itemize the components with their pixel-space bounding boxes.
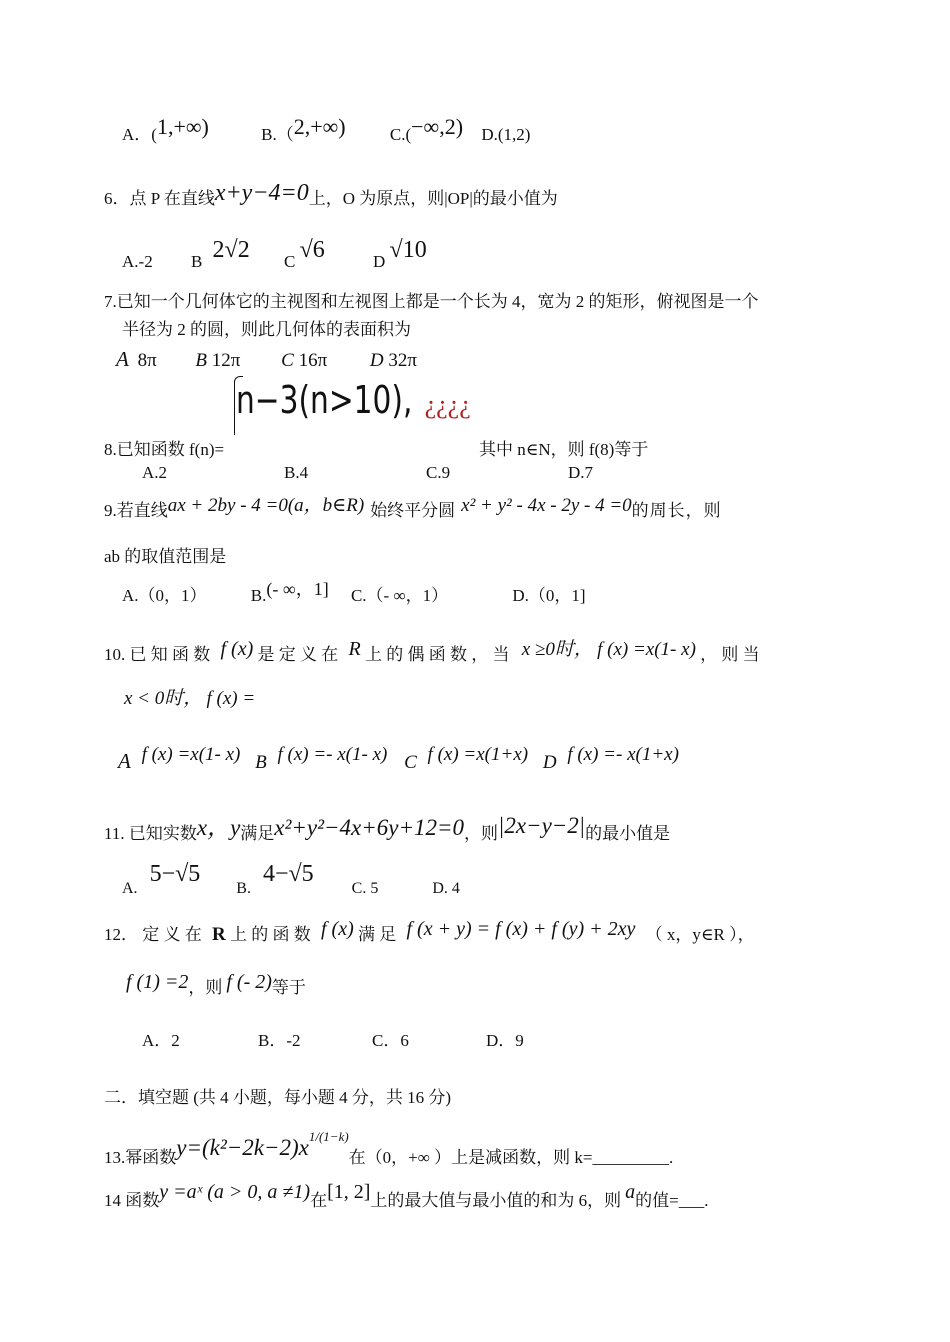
q6-b-expr: 2√2 <box>212 237 250 263</box>
q10-r: R <box>348 638 361 660</box>
q10-b-expr: f (x) =- x(1- x) <box>277 744 388 765</box>
q9-c: C.（- ∞，1） <box>350 586 449 605</box>
q14-post: 上的最大值与最小值的和为 6，则 <box>370 1191 622 1210</box>
q9-pre: 9.若直线 <box>104 501 168 520</box>
q11-eq: x²+y²−4x+6y+12=0 <box>274 815 465 840</box>
q8-garbled: ¿¿¿¿ <box>424 390 471 419</box>
q10-a-label: A <box>118 749 131 773</box>
q12-stem <box>104 918 755 947</box>
q7-a-val: 8π <box>137 350 157 371</box>
q7-line1: 7.已知一个几何体它的主视图和左视图上都是一个长为 4，宽为 2 的矩形，俯视图是一个 <box>104 292 759 311</box>
q11-mid: 满足 <box>240 824 275 843</box>
q12-t1: 上 的 函 数 <box>229 925 311 944</box>
q10-t2: 上 的 偶 函 数 ， 当 <box>364 645 510 664</box>
q7-line2: 半径为 2 的圆，则此几何体的表面积为 <box>122 320 411 339</box>
q12-eq: f (x + y) = f (x) + f (y) + 2xy <box>406 918 636 940</box>
q6-c-expr: √6 <box>299 237 325 263</box>
q14-expr: y =aˣ (a > 0, a ≠1) <box>159 1181 311 1203</box>
q5-b-expr: 2,+∞) <box>293 114 346 139</box>
q10-def: f (x) =x(1- x) <box>597 639 696 660</box>
q5-options <box>122 114 531 146</box>
q13-post: 在（0，+∞ ）上是减函数，则 k=_________. <box>348 1148 674 1167</box>
q11-post: 的最小值是 <box>585 824 671 843</box>
q7-a-label: A <box>116 347 129 371</box>
q12-cond: （ x，y∈R ）， <box>645 925 755 944</box>
q14-mid: 在 <box>310 1191 328 1210</box>
q13-expr: y=(k²−2k−2)x <box>176 1135 309 1160</box>
q12-line2-mid: ，则 <box>188 978 223 997</box>
q7-b-label: B <box>195 350 208 371</box>
q8-a: A.2 <box>142 463 168 482</box>
q9-post: 的周长，则 <box>631 501 722 520</box>
q7-d-label: D <box>369 350 384 371</box>
q9-expr1: ax + 2by - 4 =0(a，b∈R) <box>167 495 365 516</box>
q6-d-label: D <box>372 252 386 271</box>
q10-stem <box>104 638 760 667</box>
q6-b-label: B <box>190 252 203 271</box>
q10-a-expr: f (x) =x(1- x) <box>141 744 241 765</box>
q10-t3: ， 则 当 <box>700 645 760 664</box>
q10-d-expr: f (x) =- x(1+x) <box>567 744 679 765</box>
q10-c-expr: f (x) =x(1+x) <box>427 744 529 765</box>
q7-b-val: 12π <box>211 350 241 371</box>
q6-expr: x+y−4=0 <box>214 180 309 206</box>
q10-b-label: B <box>255 752 267 773</box>
q10-cond: x ≥0时， <box>521 639 593 660</box>
q5-c-label: C.( <box>389 125 412 144</box>
q6-a: A.-2 <box>122 252 153 271</box>
q6-options <box>122 236 427 271</box>
q9-d: D.（0，1] <box>512 586 586 605</box>
q14-stem <box>104 1180 709 1210</box>
q12-R: R <box>212 924 226 945</box>
q12-pre: 12． 定 义 在 <box>104 925 202 944</box>
q8-options <box>142 463 593 483</box>
q14-a: a <box>625 1181 636 1203</box>
q6-c-label: C <box>283 252 296 271</box>
q10-d-label: D <box>542 752 557 773</box>
q12-options <box>142 1031 524 1051</box>
q10-t1: 是 定 义 在 <box>257 645 339 664</box>
q12-line2-expr2: f (- 2) <box>226 971 272 993</box>
q8-c: C.9 <box>426 463 451 482</box>
q10-line2 <box>124 688 255 711</box>
q10-pre: 10. 已 知 函 数 <box>104 645 211 664</box>
q12-line2-expr: f (1) =2 <box>126 971 189 993</box>
q11-expr: |2x−y−2| <box>498 813 586 838</box>
q14-end: 的值=___. <box>635 1191 709 1210</box>
q11-mid2: ，则 <box>464 824 499 843</box>
q11-pre: 11. 已知实数 <box>104 824 197 843</box>
q9-a: A.（0，1） <box>122 586 207 605</box>
q10-line2-expr: f (x) = <box>206 688 256 709</box>
q12-d: D．9 <box>486 1031 524 1050</box>
q9-b-label: B. <box>250 586 267 605</box>
q11-a-label: A. <box>122 880 138 897</box>
q10-options <box>118 741 679 773</box>
q8-pre: 8.已知函数 f(n)= <box>104 440 225 459</box>
q13-exp: 1/(1−k) <box>308 1129 349 1144</box>
q5-a-expr: 1,+∞) <box>156 114 209 139</box>
q11-stem <box>104 813 671 846</box>
q11-vars: x，y <box>196 815 241 840</box>
q10-fx: f (x) <box>220 638 254 660</box>
q6-stem <box>104 180 558 212</box>
q7-c-label: C <box>281 350 294 371</box>
q9-b-expr: (- ∞，1] <box>266 579 329 599</box>
q8-d: D.7 <box>568 463 594 482</box>
q5-c-expr: −∞,2) <box>411 114 464 139</box>
q13-stem <box>104 1129 674 1167</box>
q10-c-label: C <box>404 752 417 773</box>
q12-t2: 满 足 <box>358 925 397 944</box>
q11-a-expr: 5−√5 <box>149 861 201 887</box>
q12-a: A．2 <box>142 1031 180 1050</box>
q12-line2-post: 等于 <box>271 978 306 997</box>
q6-pre: 6．点 P 在直线 <box>104 189 215 208</box>
q7-d-val: 32π <box>388 350 417 371</box>
q9-stem <box>104 495 722 523</box>
q13-pre: 13.幂函数 <box>104 1148 177 1167</box>
q14-interval: [1, 2] <box>327 1181 371 1203</box>
q9-expr2: x² + y² - 4x - 2y - 4 =0 <box>461 495 632 516</box>
q6-d-expr: √10 <box>389 237 427 263</box>
q12-b: B．-2 <box>258 1031 301 1050</box>
q11-b-label: B. <box>236 880 251 897</box>
q11-options <box>122 860 460 897</box>
q8-post: 其中 n∈N，则 f(8)等于 <box>479 440 649 459</box>
q5-a-label: A．( <box>122 125 157 144</box>
q12-fx: f (x) <box>320 918 354 940</box>
q10-line2-cond: x < 0时， <box>124 688 203 709</box>
q14-pre: 14 函数 <box>104 1191 160 1210</box>
q5-b-label: B.（ <box>261 125 294 144</box>
q11-d: D. 4 <box>432 880 460 897</box>
q12-line2 <box>126 971 306 999</box>
q9-mid: 始终平分圆 <box>370 501 456 520</box>
q11-c: C. 5 <box>351 880 379 897</box>
q8-b: B.4 <box>284 463 309 482</box>
q9-line2: ab 的取值范围是 <box>104 547 227 566</box>
q6-post: 上，O 为原点，则|OP|的最小值为 <box>308 189 558 208</box>
q8-expr: n−3(n>10), <box>236 378 413 422</box>
section2-title: 二．填空题 (共 4 小题，每小题 4 分，共 16 分) <box>104 1088 452 1107</box>
q9-options <box>122 579 586 607</box>
q7-options <box>116 347 417 373</box>
q8-stem <box>104 378 649 459</box>
q5-d: D.(1,2) <box>481 125 531 144</box>
q11-b-expr: 4−√5 <box>262 861 314 887</box>
q12-c: C．6 <box>372 1031 409 1050</box>
q7-c-val: 16π <box>298 350 328 371</box>
